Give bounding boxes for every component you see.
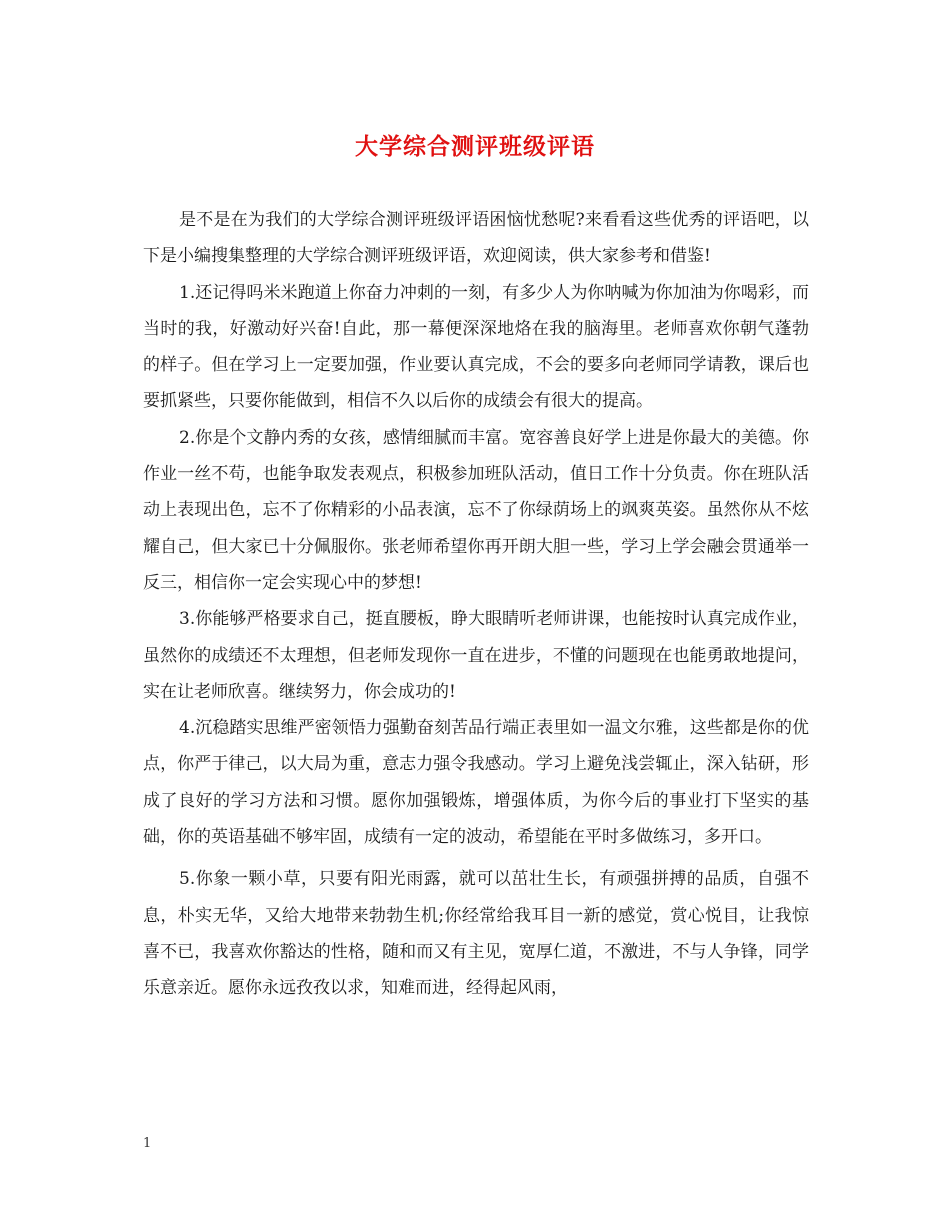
page-number: 1 [143,1136,152,1151]
comment-paragraph-5: 5.你象一颗小草，只要有阳光雨露，就可以茁壮生长，有顽强拼搏的品质，自强不息，朴实无华，又给大地带来勃勃生机;你经常给我耳目一新的感觉，赏心悦目，让我惊喜不已，我喜欢你豁达的性格，随和而又有主见，宽厚仁道，不激进，不与人争锋，同学乐意亲近。愿你永远孜孜以求，知难而进，经得起风雨， [143,869,809,999]
comment-paragraph-1: 1.还记得吗米米跑道上你奋力冲刺的一刻，有多少人为你呐喊为你加油为你喝彩，而当时的我，好激动好兴奋!自此，那一幕便深深地烙在我的脑海里。老师喜欢你朝气蓬勃的样子。但在学习上一定要加强，作业要认真完成，不会的要多向老师同学请教，课后也要抓紧些，只要你能做到，相信不久以后你的成绩会有很大的提高。 [143,282,809,412]
intro-paragraph: 是不是在为我们的大学综合测评班级评语困恼忧愁呢?来看看这些优秀的评语吧，以下是小编搜集整理的大学综合测评班级评语，欢迎阅读，供大家参考和借鉴! [143,210,809,267]
comment-paragraph-3: 3.你能够严格要求自己，挺直腰板，睁大眼睛听老师讲课，也能按时认真完成作业，虽然你的成绩还不太理想，但老师发现你一直在进步，不懂的问题现在也能勇敢地提问，实在让老师欣喜。继续努力，你会成功的! [143,609,809,702]
comment-paragraph-2: 2.你是个文静内秀的女孩，感情细腻而丰富。宽容善良好学上进是你最大的美德。你作业一丝不苟，也能争取发表观点，积极参加班队活动，值日工作十分负责。你在班队活动上表现出色，忘不了你精彩的小品表演，忘不了你绿荫场上的飒爽英姿。虽然你从不炫耀自己，但大家已十分佩服你。张老师希望你再开朗大胆一些，学习上学会融会贯通举一反三，相信你一定会实现心中的梦想! [143,427,809,593]
page-title: 大学综合测评班级评语 [355,134,595,160]
document-body [143,202,809,1007]
comment-paragraph-4: 4.沉稳踏实思维严密领悟力强勤奋刻苦品行端正表里如一温文尔雅，这些都是你的优点，你严于律己，以大局为重，意志力强令我感动。学习上避免浅尝辄止，深入钻研，形成了良好的学习方法和习惯。愿你加强锻炼，增强体质，为你今后的事业打下坚实的基础，你的英语基础不够牢固，成绩有一定的波动，希望能在平时多做练习，多开口。 [143,718,809,848]
